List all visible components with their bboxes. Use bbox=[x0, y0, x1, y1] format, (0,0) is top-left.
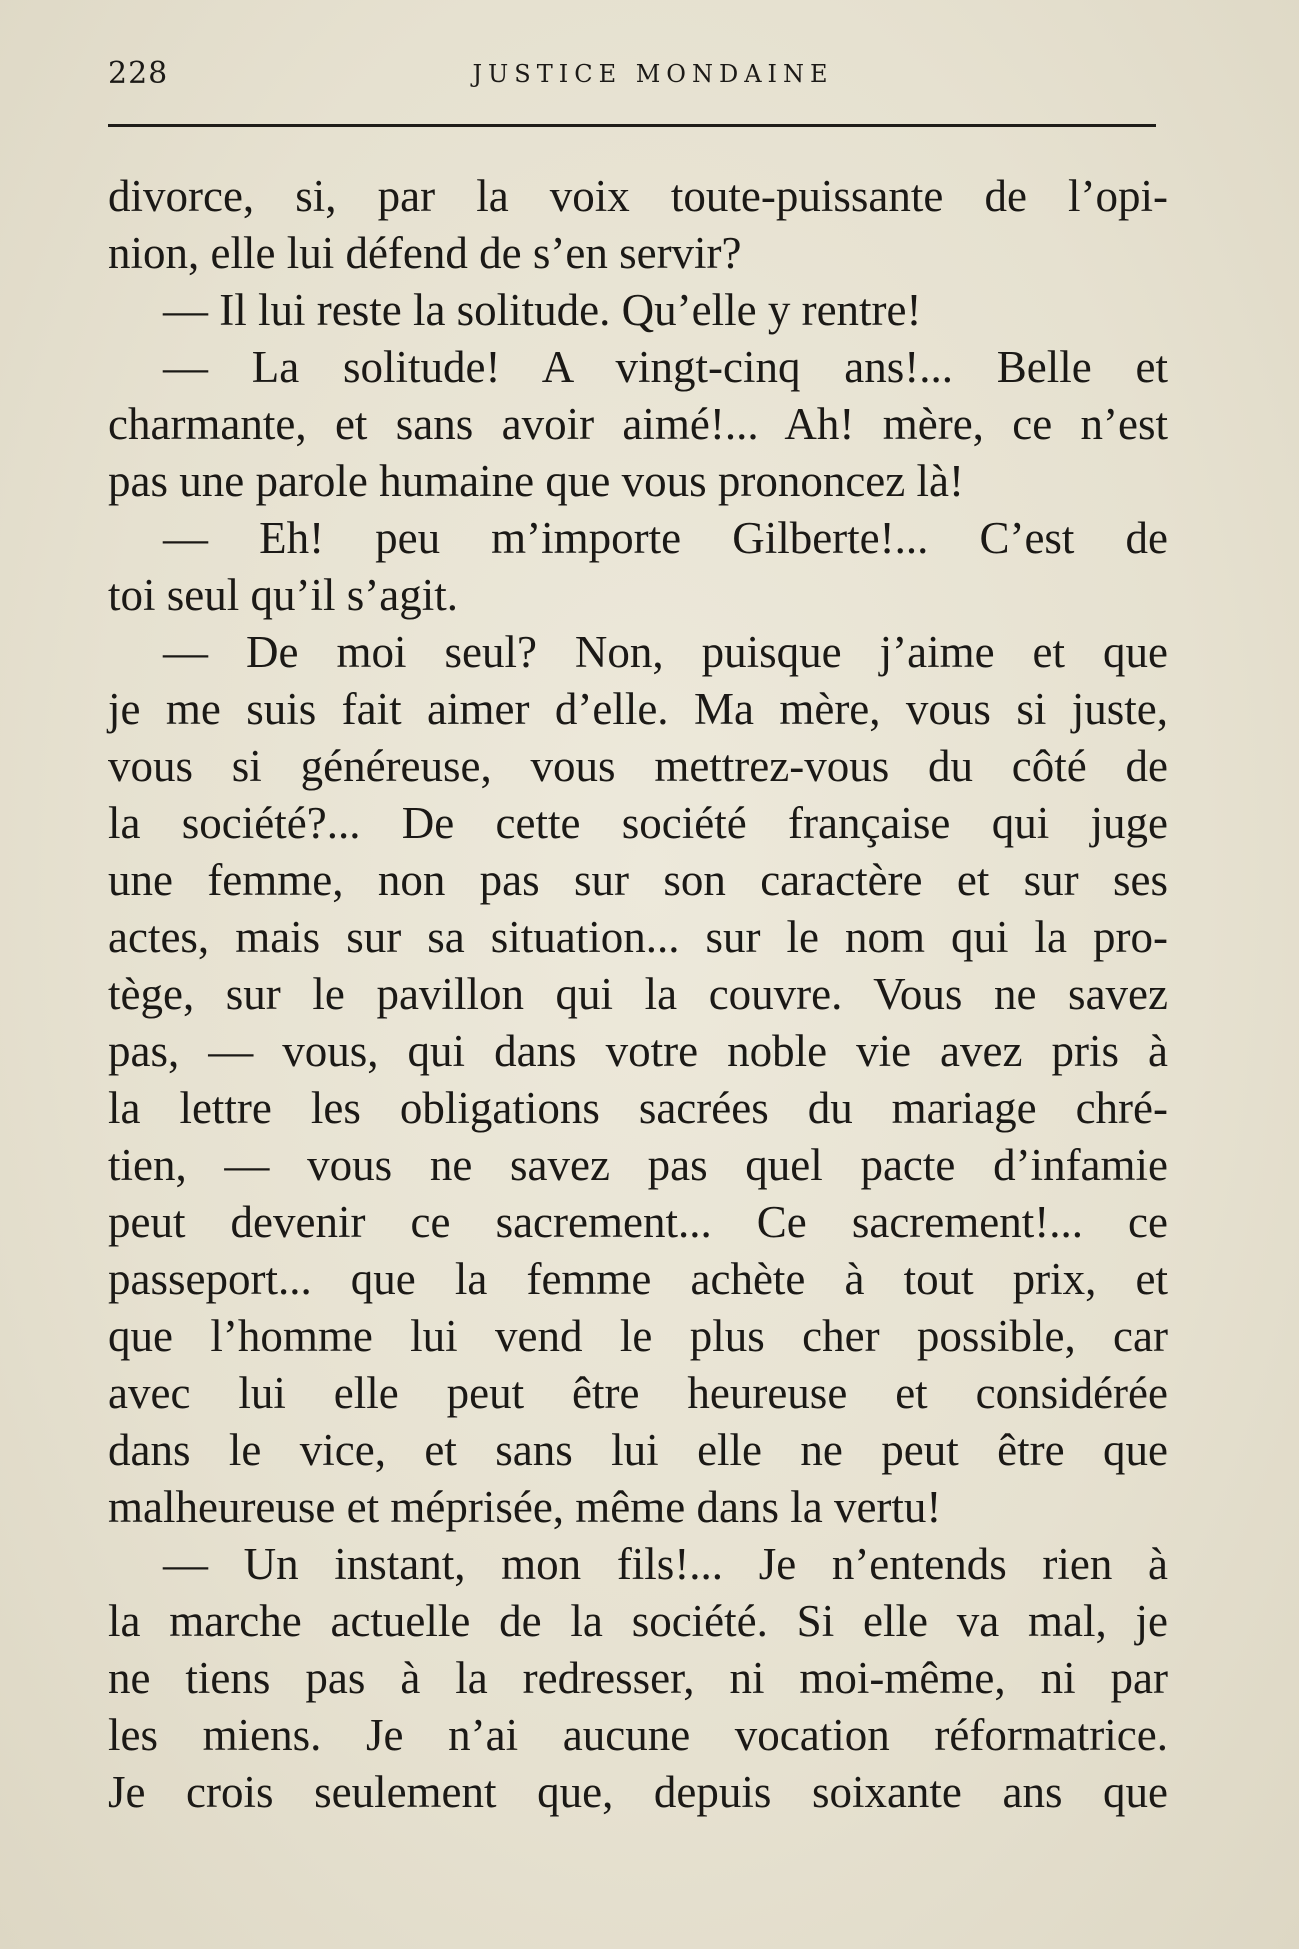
text-line: je me suis fait aimer d’elle. Ma mère, vous si juste, bbox=[108, 684, 1168, 734]
text-line: — Il lui reste la solitude. Qu’elle y rentre! bbox=[163, 285, 922, 335]
text-line: nion, elle lui défend de s’en servir? bbox=[108, 228, 742, 278]
page-header bbox=[108, 52, 1148, 102]
text-line: — De moi seul? Non, puisque j’aime et que bbox=[163, 627, 1168, 677]
text-line: dans le vice, et sans lui elle ne peut être que bbox=[108, 1425, 1168, 1475]
text-line: pas une parole humaine que vous prononcez là! bbox=[108, 456, 964, 506]
text-line: divorce, si, par la voix toute-puissante de l’opi- bbox=[108, 171, 1168, 221]
text-line: — Eh! peu m’importe Gilberte!... C’est de bbox=[163, 513, 1168, 563]
text-line: tien, — vous ne savez pas quel pacte d’infamie bbox=[108, 1140, 1168, 1190]
text-line: passeport... que la femme achète à tout prix, et bbox=[108, 1254, 1168, 1304]
text-line: la marche actuelle de la société. Si elle va mal, je bbox=[108, 1596, 1168, 1646]
text-line: la société?... De cette société française qui juge bbox=[108, 798, 1168, 848]
text-line: charmante, et sans avoir aimé!... Ah! mère, ce n’est bbox=[108, 399, 1168, 449]
text-line: vous si généreuse, vous mettrez-vous du côté de bbox=[108, 741, 1168, 791]
text-line: que l’homme lui vend le plus cher possible, car bbox=[108, 1311, 1168, 1361]
text-line: — La solitude! A vingt-cinq ans!... Belle et bbox=[163, 342, 1168, 392]
text-line: avec lui elle peut être heureuse et considérée bbox=[108, 1368, 1168, 1418]
text-line: les miens. Je n’ai aucune vocation réformatrice. bbox=[108, 1710, 1168, 1760]
text-line: toi seul qu’il s’agit. bbox=[108, 570, 458, 620]
text-line: peut devenir ce sacrement... Ce sacrement!... ce bbox=[108, 1197, 1168, 1247]
body-text bbox=[108, 168, 1168, 1821]
text-line: ne tiens pas à la redresser, ni moi-même, ni par bbox=[108, 1653, 1168, 1703]
text-line: la lettre les obligations sacrées du mariage chré- bbox=[108, 1083, 1168, 1133]
header-rule bbox=[108, 124, 1156, 127]
text-line: tège, sur le pavillon qui la couvre. Vous ne savez bbox=[108, 969, 1168, 1019]
text-line: — Un instant, mon fils!... Je n’entends rien à bbox=[163, 1539, 1168, 1589]
running-title: JUSTICE MONDAINE bbox=[472, 60, 834, 88]
text-line: une femme, non pas sur son caractère et sur ses bbox=[108, 855, 1168, 905]
text-line: malheureuse et méprisée, même dans la vertu! bbox=[108, 1482, 942, 1532]
text-line: pas, — vous, qui dans votre noble vie avez pris à bbox=[108, 1026, 1168, 1076]
text-line: actes, mais sur sa situation... sur le nom qui la pro- bbox=[108, 912, 1168, 962]
text-line: Je crois seulement que, depuis soixante ans que bbox=[108, 1767, 1168, 1817]
page-number: 228 bbox=[108, 56, 169, 91]
